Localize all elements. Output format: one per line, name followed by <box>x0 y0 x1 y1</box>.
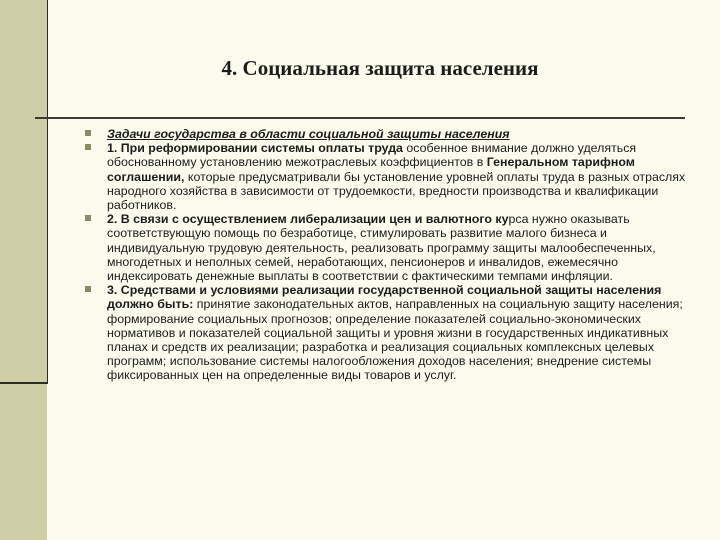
sidebar-divider <box>0 382 48 384</box>
item-text-tail: которые предусматривали бы установление уровней оплаты труда в разных отраслях народного хозяйства в зависимости от трудоемкости, вредности производства и квалификации работников. <box>107 169 686 213</box>
square-bullet-icon <box>85 286 91 292</box>
item-text: принятие законодательных актов, направленных на социальную защиту населения; формирование социальных прогнозов; определение показателей социально-экономических нормативов и показателей социальной защиты и уровня жизни в государственных индикативных планах и средств их реализации; разработка и реализация социальных комплексных целевых программ; использование системы налогообложения доходов населения; внедрение системы фиксированных цен на определенные виды товаров и услуг. <box>107 297 683 383</box>
bullet-list <box>84 127 689 383</box>
sidebar-stripe <box>0 0 47 540</box>
square-bullet-icon <box>85 144 91 150</box>
item-emphasis: Генеральном тарифном соглашении, <box>107 155 635 184</box>
item-lead: 3. Средствами и условиями реализации государственной социальной защиты населения должно быть: <box>107 283 662 312</box>
item-lead: 2. В связи с осуществлением либерализации цен и валютного ку <box>107 212 509 227</box>
square-bullet-icon <box>85 130 91 136</box>
square-bullet-icon <box>85 215 91 221</box>
title-rule <box>35 117 685 119</box>
vertical-divider <box>47 0 48 384</box>
item-text: рса нужно оказывать соответствующую помощь по безработице, стимулировать развитие малого бизнеса и индивидуальную трудовую деятельность, реализовать программу защиты малообеспеченных, многодетных и неполных семей, неработающих, пенсионеров и инвалидов, ежемесячно индексировать денежные выплаты в соответствии с фактическими темпами инфляции. <box>107 212 656 284</box>
list-item <box>84 283 689 382</box>
item-text: особенное внимание должно уделяться обоснованному установлению межотраслевых коэффициентов в <box>107 141 637 170</box>
list-item <box>84 141 689 212</box>
list-item <box>84 127 689 141</box>
item-heading: Задачи государства в области социальной защиты населения <box>107 127 510 141</box>
slide-title: 4. Социальная защита населения <box>221 56 539 80</box>
item-lead: 1. При реформировании системы оплаты труда <box>107 141 403 156</box>
list-item <box>84 212 689 283</box>
